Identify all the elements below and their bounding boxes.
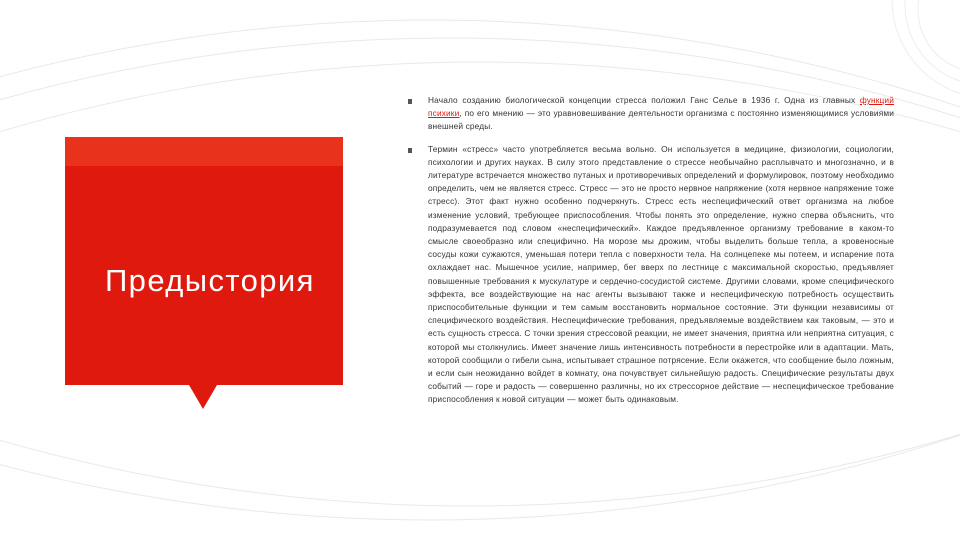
square-bullet-icon: [408, 148, 412, 153]
bullet-item-selye: [408, 94, 894, 134]
link-functions-of-psyche[interactable]: функций психики: [428, 95, 894, 119]
content-area: [408, 94, 894, 416]
slide-title: Предыстория: [105, 263, 315, 298]
square-bullet-icon: [408, 99, 412, 104]
bullet-item-stress-definition: [408, 143, 894, 407]
title-banner-top: [65, 137, 343, 166]
bullet-text: Начало созданию биологической концепции стресса положил Ганс Селье в 1936 г. Одна из главных: [428, 95, 860, 105]
bullet-text: Термин «стресс» часто употребляется весьма вольно. Он используется в медицине, физиологии, социологии, психологии и других науках. В силу этого представление о стрессе необычайно расплывчато и многозначно, и в литературе встречается множество путаных и противоречивых определений и формулировок, поэтому необходимо определить, чем не является стресс. Стресс — это не просто нервное напряжение (хотя нервное напряжение тоже стресс). Этот факт нужно особенно подчеркнуть. Стресс есть неспецифический ответ организма на любое изменение условий, требующее приспособления. Чтобы понять это определение, нужно сперва объяснить, что подразумевается под словом «неспецифический». Каждое предъявленное организму требование в каком-то смысле своеобразно или специфично. На морозе мы дрожим, чтобы выделить больше тепла, а кровеносные сосуды кожи сужаются, уменьшая потери тепла с поверхности тела. На солнцепеке мы потеем, и испарение пота охлаждает нас. Мышечное усилие, например, бег вверх по лестнице с максимальной скоростью, предъявляет повышенные требования к мускулатуре и сердечно-сосудистой системе. Другими словами, кроме специфического эффекта, все воздействующие на нас агенты вызывают также и неспецифическую потребность осуществить приспособительные функции и тем самым восстановить нормальное состояние. Эти функции независимы от специфического воздействия. Неспецифические требования, предъявляемые воздействием как таковым, — это и есть сущность стресса. С точки зрения стрессовой реакции, не имеет значения, приятна или неприятна ситуация, с которой мы столкнулись. Имеет значение лишь интенсивность потребности в перестройке или в адаптации. Мать, которой сообщили о гибели сына, испытывает страшное потрясение. Если окажется, что сообщение было ложным, и если сын неожиданно войдет в комнату, она почувствует сильнейшую радость. Специфические результаты двух событий — горе и радость — совершенно различны, но их стрессорное действие — неспецифическое требование приспособления к новой ситуации — может быть одинаковым.: [428, 143, 894, 405]
bullet-text-continued: , по его мнению — это уравновешивание деятельности организма с постоянно изменяющимися условиями внешней среды.: [428, 108, 894, 132]
title-banner-pointer: [189, 385, 217, 409]
